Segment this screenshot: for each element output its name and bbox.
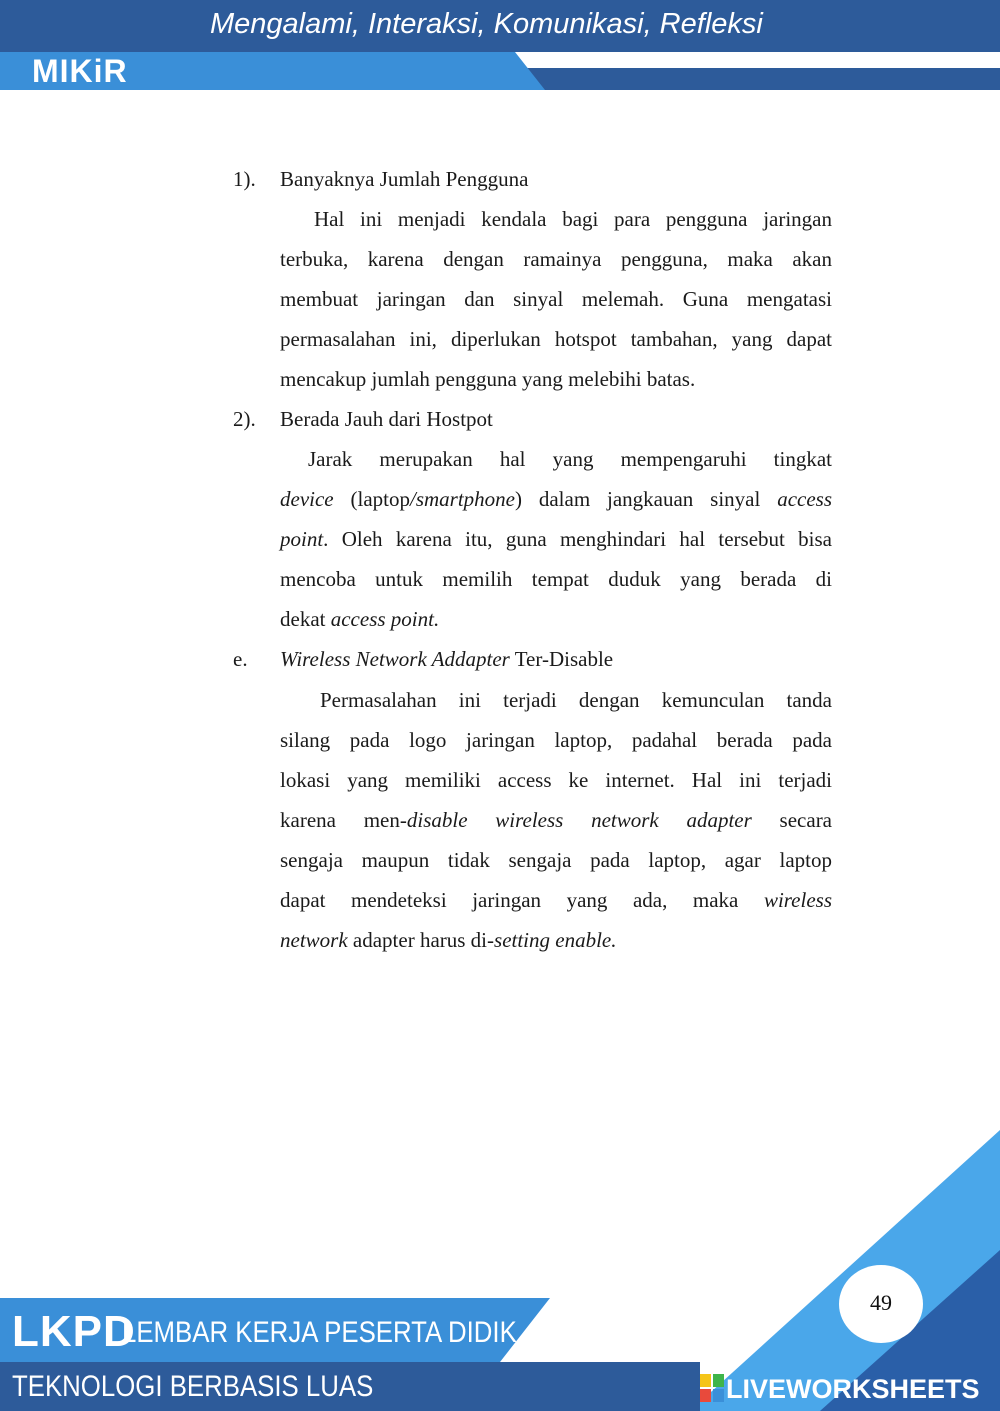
liveworksheets-watermark: LIVEWORKSHEETS [726,1374,980,1404]
item-heading: Berada Jauh dari Hostpot [280,407,493,431]
footer-bottom-label: TEKNOLOGI BERBASIS LUAS [12,1370,374,1403]
paragraph-line: Jarak merupakan hal yang mempengaruhi tingkat [308,447,832,471]
item-marker: e. [233,647,248,671]
footer-lkpd-label: LKPD [12,1307,136,1356]
item-marker: 1). [233,167,256,191]
paragraph-line: terbuka, karena dengan ramainya pengguna, maka akan [280,247,832,271]
paragraph-line: silang pada logo jaringan laptop, padahal berada pada [280,728,832,752]
paragraph-line: point. Oleh karena itu, guna menghindari hal tersebut bisa [280,527,832,551]
liveworksheets-logo-icon [700,1374,724,1402]
paragraph-line: Permasalahan ini terjadi dengan kemunculan tanda [320,688,832,712]
item-heading: Wireless Network Addapter Ter-Disable [280,647,614,671]
footer-subtitle: LEMBAR KERJA PESERTA DIDIK [122,1316,517,1349]
paragraph-line: device (laptop/smartphone) dalam jangkauan sinyal access [280,487,833,511]
paragraph-line: network adapter harus di-setting enable. [280,928,617,952]
paragraph-line: membuat jaringan dan sinyal melemah. Guna mengatasi [280,287,832,311]
paragraph-line: lokasi yang memiliki access ke internet. Hal ini terjadi [280,768,832,792]
page-number: 49 [870,1290,892,1315]
paragraph-line: Hal ini menjadi kendala bagi para pengguna jaringan [314,207,832,231]
header-title: Mengalami, Interaksi, Komunikasi, Refleksi [210,8,763,40]
item-heading: Banyaknya Jumlah Pengguna [280,167,529,191]
header-strip [520,68,1000,90]
paragraph-line: mencakup jumlah pengguna yang melebihi batas. [280,367,696,391]
paragraph-line: dapat mendeteksi jaringan yang ada, maka wireless [280,888,832,912]
paragraph-line: mencoba untuk memilih tempat duduk yang berada di [280,567,832,591]
paragraph-line: dekat access point. [280,607,440,631]
paragraph-line: sengaja maupun tidak sengaja pada laptop, agar laptop [280,848,832,872]
item-marker: 2). [233,407,256,431]
paragraph-line: permasalahan ini, diperlukan hotspot tambahan, yang dapat [280,327,832,351]
header-tab-label: MIKiR [32,53,128,89]
paragraph-line: karena men-disable wireless network adapter secara [280,808,833,832]
